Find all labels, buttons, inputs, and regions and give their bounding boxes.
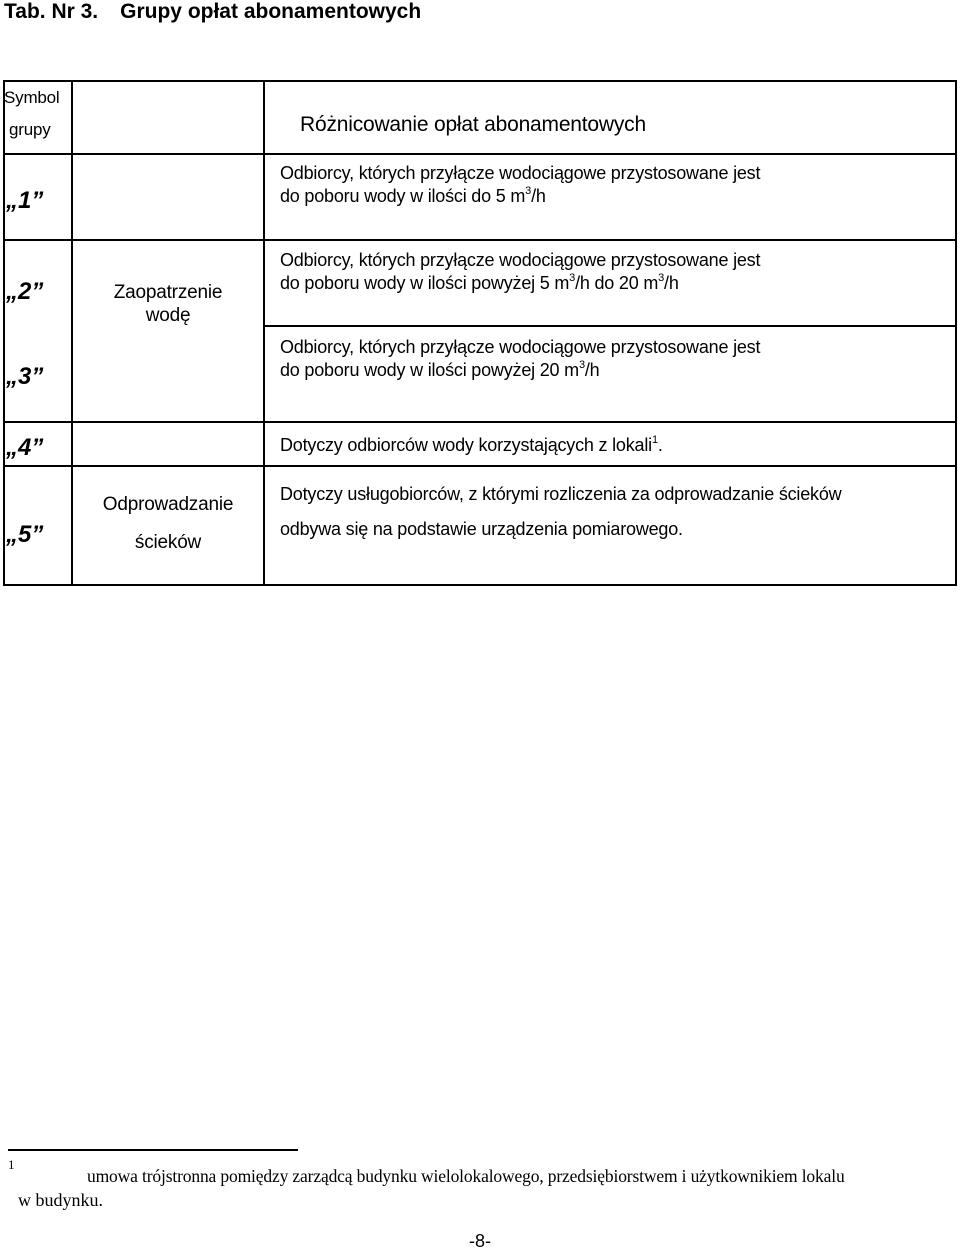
footnote-text-line2: w budynku. xyxy=(18,1190,103,1210)
row-3-line2: do poboru wody w ilości powyżej 20 $m^3/h$ xyxy=(280,359,600,380)
group-label-water xyxy=(73,281,263,327)
group-label-sewage-line1: Odprowadzanie xyxy=(102,494,234,515)
header-group-label: grupy xyxy=(9,120,51,139)
row-divider-header xyxy=(3,153,957,155)
row-divider-3 xyxy=(3,421,957,423)
row-5-line1: Dotyczy usługobiorców, z którymi rozliczenia za odprowadzanie ścieków xyxy=(280,484,842,504)
group-label-water-line2: wodę xyxy=(145,305,191,326)
row-3-line1: Odbiorcy, których przyłącze wodociągowe przystosowane jest xyxy=(280,337,761,357)
row-number-5: „5” xyxy=(6,521,44,548)
row-4-description: Dotyczy odbiorców wody korzystających z lokali$^1$. xyxy=(280,434,663,455)
header-description: Różnicowanie opłat abonamentowych xyxy=(300,113,646,136)
page-number: -8- xyxy=(469,1231,491,1251)
table-number: Tab. Nr 3. xyxy=(4,0,99,23)
column-divider-group xyxy=(263,80,265,586)
table-title xyxy=(4,0,421,24)
row-1-description xyxy=(280,162,760,208)
table-caption: Grupy opłat abonamentowych xyxy=(120,0,422,23)
row-2-line1: Odbiorcy, których przyłącze wodociągowe przystosowane jest xyxy=(280,250,761,270)
row-divider-2 xyxy=(263,325,957,327)
row-3-description xyxy=(280,336,760,382)
row-1-line1: Odbiorcy, których przyłącze wodociągowe przystosowane jest xyxy=(280,163,761,183)
footnote-marker: 1 xyxy=(8,1157,15,1172)
row-divider-1 xyxy=(3,239,957,241)
header-symbol-label: Symbol xyxy=(4,88,60,107)
row-1-line2: do poboru wody w ilości do 5 $m^3/h$ xyxy=(280,185,546,206)
group-label-sewage xyxy=(73,486,263,562)
group-label-water-line1: Zaopatrzenie xyxy=(113,282,223,303)
row-5-line2: odbywa się na podstawie urządzenia pomiarowego. xyxy=(280,519,683,539)
row-number-3: „3” xyxy=(6,363,44,390)
row-number-2: „2” xyxy=(6,278,44,305)
row-2-line2: do poboru wody w ilości powyżej 5 $m^3/h$ do 20 $m^3/h$ xyxy=(280,272,679,293)
footnote-separator xyxy=(8,1149,298,1151)
row-5-description xyxy=(280,477,841,547)
row-number-1: „1” xyxy=(6,187,44,214)
row-number-4: „4” xyxy=(6,434,44,461)
row-divider-4 xyxy=(3,465,957,467)
row-2-description xyxy=(280,249,760,295)
group-label-sewage-line2: ścieków xyxy=(134,532,202,553)
footnote-text-line1: umowa trójstronna pomiędzy zarządcą budynku wielolokalowego, przedsiębiorstwem i użytkownikiem lokalu xyxy=(87,1166,845,1186)
